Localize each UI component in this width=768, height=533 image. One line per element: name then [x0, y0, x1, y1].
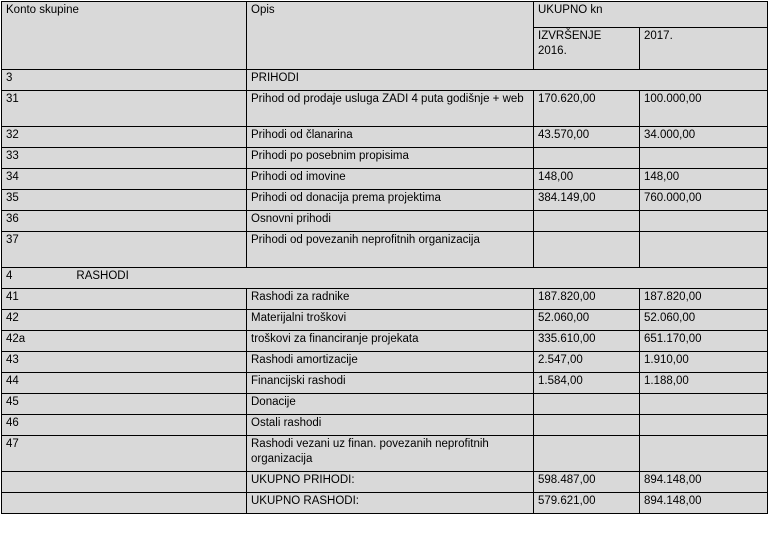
cell-konto-33[interactable]: 33 — [2, 148, 247, 169]
total-spacer-rashodi — [2, 493, 247, 514]
section-code-prihodi[interactable]: 3 — [2, 70, 247, 91]
cell-opis-46[interactable]: Ostali rashodi — [247, 415, 534, 436]
budget-table — [1, 1, 768, 514]
cell-opis-32[interactable]: Prihodi od članarina — [247, 127, 534, 148]
cell-konto-34[interactable]: 34 — [2, 169, 247, 190]
total-spacer-prihodi — [2, 472, 247, 493]
cell-izvrsenje-2016-37[interactable] — [534, 232, 640, 268]
cell-plan-2017-31[interactable]: 100.000,00 — [640, 91, 768, 127]
cell-izvrsenje-2016-42[interactable]: 52.060,00 — [534, 310, 640, 331]
cell-konto-32[interactable]: 32 — [2, 127, 247, 148]
cell-konto-45[interactable]: 45 — [2, 394, 247, 415]
cell-plan-2017-34[interactable]: 148,00 — [640, 169, 768, 190]
table-row — [2, 310, 768, 331]
cell-izvrsenje-2016-46[interactable] — [534, 415, 640, 436]
cell-izvrsenje-2016-47[interactable] — [534, 436, 640, 472]
header-izvrsenje-label: IZVRŠENJE — [538, 30, 602, 42]
table-row — [2, 148, 768, 169]
section-label-prihodi[interactable]: PRIHODI — [247, 70, 768, 91]
cell-plan-2017-32[interactable]: 34.000,00 — [640, 127, 768, 148]
cell-izvrsenje-2016-32[interactable]: 43.570,00 — [534, 127, 640, 148]
cell-izvrsenje-2016-42a[interactable]: 335.610,00 — [534, 331, 640, 352]
total-label-rashodi[interactable]: UKUPNO RASHODI: — [247, 493, 534, 514]
table-row — [2, 436, 768, 472]
total-plan-2017-prihodi[interactable]: 894.148,00 — [640, 472, 768, 493]
cell-opis-42[interactable]: Materijalni troškovi — [247, 310, 534, 331]
cell-opis-45[interactable]: Donacije — [247, 394, 534, 415]
section-cell-rashodi[interactable] — [2, 268, 768, 289]
cell-konto-36[interactable]: 36 — [2, 211, 247, 232]
cell-konto-42a[interactable]: 42a — [2, 331, 247, 352]
cell-konto-41[interactable]: 41 — [2, 289, 247, 310]
cell-opis-43[interactable]: Rashodi amortizacije — [247, 352, 534, 373]
cell-opis-35[interactable]: Prihodi od donacija prema projektima — [247, 190, 534, 211]
cell-izvrsenje-2016-45[interactable] — [534, 394, 640, 415]
total-row-prihodi — [2, 472, 768, 493]
cell-plan-2017-41[interactable]: 187.820,00 — [640, 289, 768, 310]
spreadsheet-sheet — [0, 1, 768, 533]
total-label-prihodi[interactable]: UKUPNO PRIHODI: — [247, 472, 534, 493]
cell-konto-47[interactable]: 47 — [2, 436, 247, 472]
column-header-opis: Opis — [247, 2, 534, 70]
cell-izvrsenje-2016-43[interactable]: 2.547,00 — [534, 352, 640, 373]
cell-plan-2017-45[interactable] — [640, 394, 768, 415]
section-code-rashodi: 4 — [6, 270, 13, 282]
cell-opis-37[interactable]: Prihodi od povezanih neprofitnih organizacija — [247, 232, 534, 268]
total-izvrsenje-2016-rashodi[interactable]: 579.621,00 — [534, 493, 640, 514]
table-row — [2, 91, 768, 127]
cell-izvrsenje-2016-31[interactable]: 170.620,00 — [534, 91, 640, 127]
table-row — [2, 232, 768, 268]
cell-plan-2017-37[interactable] — [640, 232, 768, 268]
table-row — [2, 331, 768, 352]
total-row-rashodi — [2, 493, 768, 514]
cell-izvrsenje-2016-36[interactable] — [534, 211, 640, 232]
column-header-2017: 2017. — [640, 28, 768, 70]
section-row-rashodi — [2, 268, 768, 289]
cell-konto-44[interactable]: 44 — [2, 373, 247, 394]
total-izvrsenje-2016-prihodi[interactable]: 598.487,00 — [534, 472, 640, 493]
cell-opis-31[interactable]: Prihod od prodaje usluga ZADI 4 puta godišnje + web — [247, 91, 534, 127]
header-row-primary — [2, 2, 768, 28]
table-row — [2, 169, 768, 190]
table-header — [2, 2, 768, 70]
total-plan-2017-rashodi[interactable]: 894.148,00 — [640, 493, 768, 514]
cell-konto-31[interactable]: 31 — [2, 91, 247, 127]
column-header-ukupno-kn: UKUPNO kn — [534, 2, 768, 28]
table-row — [2, 190, 768, 211]
cell-konto-43[interactable]: 43 — [2, 352, 247, 373]
section-label-rashodi: RASHODI — [76, 270, 129, 282]
cell-opis-33[interactable]: Prihodi po posebnim propisima — [247, 148, 534, 169]
cell-plan-2017-43[interactable]: 1.910,00 — [640, 352, 768, 373]
cell-plan-2017-44[interactable]: 1.188,00 — [640, 373, 768, 394]
header-izvrsenje-year: 2016. — [538, 45, 567, 57]
column-header-konto-skupine: Konto skupine — [2, 2, 247, 70]
cell-izvrsenje-2016-34[interactable]: 148,00 — [534, 169, 640, 190]
cell-opis-34[interactable]: Prihodi od imovine — [247, 169, 534, 190]
cell-plan-2017-42[interactable]: 52.060,00 — [640, 310, 768, 331]
cell-plan-2017-35[interactable]: 760.000,00 — [640, 190, 768, 211]
table-row — [2, 373, 768, 394]
cell-opis-42a[interactable]: troškovi za financiranje projekata — [247, 331, 534, 352]
cell-plan-2017-33[interactable] — [640, 148, 768, 169]
cell-konto-35[interactable]: 35 — [2, 190, 247, 211]
table-row — [2, 289, 768, 310]
cell-plan-2017-47[interactable] — [640, 436, 768, 472]
cell-konto-46[interactable]: 46 — [2, 415, 247, 436]
cell-konto-37[interactable]: 37 — [2, 232, 247, 268]
table-row — [2, 211, 768, 232]
cell-opis-36[interactable]: Osnovni prihodi — [247, 211, 534, 232]
cell-izvrsenje-2016-44[interactable]: 1.584,00 — [534, 373, 640, 394]
cell-izvrsenje-2016-35[interactable]: 384.149,00 — [534, 190, 640, 211]
cell-plan-2017-46[interactable] — [640, 415, 768, 436]
table-row — [2, 415, 768, 436]
table-row — [2, 127, 768, 148]
cell-opis-41[interactable]: Rashodi za radnike — [247, 289, 534, 310]
table-body — [2, 70, 768, 514]
cell-plan-2017-42a[interactable]: 651.170,00 — [640, 331, 768, 352]
section-row-prihodi — [2, 70, 768, 91]
cell-izvrsenje-2016-33[interactable] — [534, 148, 640, 169]
cell-konto-42[interactable]: 42 — [2, 310, 247, 331]
cell-opis-47[interactable]: Rashodi vezani uz finan. povezanih neprofitnih organizacija — [247, 436, 534, 472]
table-row — [2, 352, 768, 373]
cell-opis-44[interactable]: Financijski rashodi — [247, 373, 534, 394]
column-header-izvrsenje-2016 — [534, 28, 640, 70]
cell-izvrsenje-2016-41[interactable]: 187.820,00 — [534, 289, 640, 310]
table-row — [2, 394, 768, 415]
cell-plan-2017-36[interactable] — [640, 211, 768, 232]
